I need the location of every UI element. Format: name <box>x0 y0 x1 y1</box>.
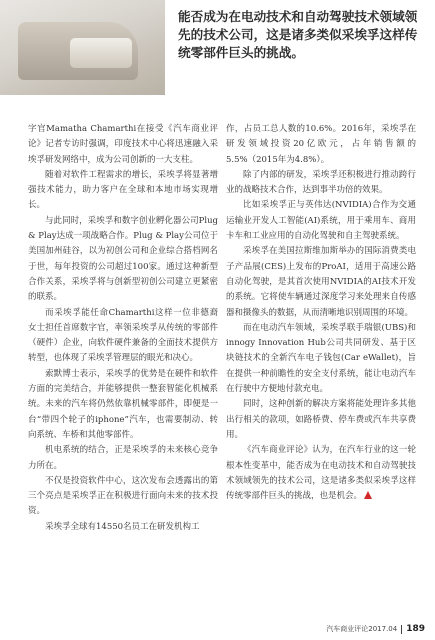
publication-name: 汽车商业评论2017.04 <box>326 625 398 633</box>
photo-highlight-shape <box>70 38 132 68</box>
right-paragraph-3: 比如采埃孚正与英伟达(NVIDIA)合作为交通运输业开发人工智能(AI)系统，用于乘用车、商用卡车和工业应用的自动化驾驶和自主驾驶系统。 <box>226 200 416 242</box>
left-paragraph-3: 与此同时，采埃孚和数字创业孵化器公司Plug & Play达成一项战略合作。Plug & Play公司位于美国加州硅谷，以为初创公司和企业综合搭档网名于世，每年投资的公司超过100家。通过这种新型合作关系，采埃孚将与创新型初创公司建立更紧密的联系。 <box>28 215 218 303</box>
left-paragraph-4: 而采埃孚能任命Chamarthi这样一位非德裔女士担任首席数字官，率领采埃孚从传统的零部件（硬件）企业，向软件硬件兼备的全面技术提供方转型，也体现了采埃孚管理层的眼光和决心。 <box>28 307 218 364</box>
right-paragraph-5: 而在电动汽车领域，采埃孚联手瑞银(UBS)和innogy Innovation Hub公司共同研发、基于区块链技术的全新汽车电子钱包(Car eWallet)，旨在提供一种前瞻性的安全支付系统，能让电动汽车在行驶中方便地付款充电。 <box>226 322 416 395</box>
right-paragraph-7 <box>226 443 416 504</box>
page-number: 189 <box>406 624 425 634</box>
right-paragraph-7-text: 《汽车商业评论》认为，在汽车行业的这一轮根本性变革中，能否成为在电动技术和自动驾驶技术领域领先的技术公司，这是诸多类似采埃孚这样传统零部件巨头的挑战，也是机会。 <box>226 445 416 502</box>
right-paragraph-4: 采埃孚在美国拉斯维加斯举办的国际消费类电子产品展(CES)上发布的ProAI，适用于高速公路自动化驾驶，是其首次使用NVIDIA的AI技术开发的系统。它将使车辆通过深度学习来处理来自传感器和摄像头的数据，从而清晰地识别周围的环境。 <box>226 246 416 318</box>
left-paragraph-5: 索默博士表示，采埃孚的优势是在硬件和软件方面的完美结合，并能够提供一整套智能化机械系统。未来的汽车将仍然依靠机械零部件，即便是一台“带四个轮子的iphone”汽车，也需要制动、转向系统、车桥和其他零部件。 <box>28 368 218 440</box>
pull-quote: 能否成为在电动技术和自动驾驶技术领域领先的技术公司，这是诸多类似采埃孚这样传统零部件巨头的挑战。 <box>178 9 418 60</box>
header-photo <box>0 0 165 95</box>
article-end-icon <box>364 491 372 499</box>
right-paragraph-2: 除了内部的研发，采埃孚还积极进行推动跨行业的战略技术合作，达到事半功倍的效果。 <box>226 169 416 196</box>
right-paragraph-1: 作，占员工总人数的10.6%。2016年，采埃孚在研发领域投资20亿欧元，占年销售额的5.5%（2015年为4.8%）。 <box>226 124 416 165</box>
left-paragraph-7: 不仅是投资软件中心，这次发布会透露出的第三个亮点是采埃孚正在积极进行面向未来的技术投资。 <box>28 475 218 517</box>
left-paragraph-8: 采埃孚全球有14550名员工在研发机构工 <box>45 521 200 532</box>
left-paragraph-6: 机电系统的结合，正是采埃孚的未来核心竞争力所在。 <box>28 445 218 471</box>
page-footer <box>326 624 425 634</box>
right-column <box>226 122 416 504</box>
footer-divider <box>401 625 402 634</box>
right-paragraph-6: 同时，这种创新的解决方案将能处理许多其他出行相关的款项，如路桥费、停车费或汽车共享费用。 <box>226 399 416 440</box>
left-column <box>28 122 218 535</box>
left-paragraph-2: 随着对软件工程需求的增长，采埃孚将显著增强技术能力，助力客户在全球和本地市场实现增长。 <box>28 169 218 211</box>
left-paragraph-1: 字官Mamatha Chamarthi在接受《汽车商业评论》记者专访时强调，印度技术中心将迅速融入采埃孚研发网络中，成为公司创新的一大支柱。 <box>28 124 218 165</box>
